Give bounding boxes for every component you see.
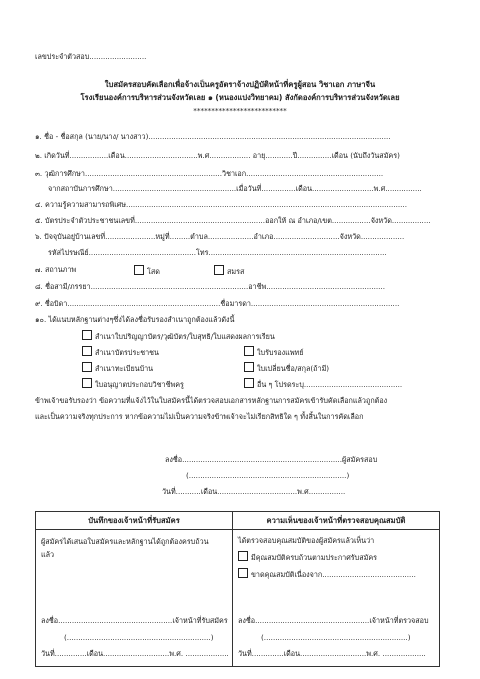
- attachment-other[interactable]: [244, 378, 402, 389]
- verifying-note: ได้ตรวจสอบคุณสมบัติของผู้สมัครแล้วเห็นว่า: [238, 536, 375, 545]
- attachment-label: อื่น ๆ โปรดระบุ...........................................: [257, 380, 403, 389]
- exam-id-field[interactable]: เลขประจำตัวสอบ.........................: [35, 52, 147, 61]
- receiving-note-line1: ผู้สมัครได้เสนอใบสมัครและหลักฐานได้ถูกต้องครบถ้วน: [41, 537, 209, 546]
- receiving-officer-signature[interactable]: ลงชื่อ..................................................เจ้าหน้าที่รับสมัคร: [41, 616, 228, 625]
- attachment-label: สำเนาบัตรประชาชน: [95, 348, 159, 357]
- checkbox-icon[interactable]: [82, 330, 92, 340]
- receiving-officer-box: [35, 511, 233, 667]
- field-postcode-phone[interactable]: รหัสไปรษณีย์...............................................โทร..............................................................................: [48, 248, 387, 257]
- checkbox-qualified[interactable]: [238, 551, 248, 561]
- checkbox-icon[interactable]: [244, 362, 254, 372]
- receiving-officer-date[interactable]: วันที่..............เดือน.............................พ.ศ. ...................: [41, 649, 229, 658]
- attachment-house-registration[interactable]: [82, 362, 153, 373]
- receiving-note-line2: แล้ว: [41, 550, 55, 559]
- attachment-degree[interactable]: [82, 330, 275, 341]
- verifying-officer-name[interactable]: (...............................................................): [261, 633, 411, 642]
- checkbox-icon[interactable]: [82, 378, 92, 388]
- attachment-medical-cert[interactable]: [244, 346, 304, 357]
- checkbox-unqualified[interactable]: [238, 568, 248, 578]
- receiving-officer-name[interactable]: (...............................................................): [64, 633, 214, 642]
- field-special-skills[interactable]: ๔. ความรู้ความสามารถพิเศษ...........................................................................................................................: [35, 200, 408, 209]
- field-fullname[interactable]: ๑. ชื่อ - ชื่อสกุล (นาย/นาง/ นางสาว)..........................................................................................................: [35, 132, 391, 141]
- field-spouse[interactable]: ๘. ชื่อสามี/ภรรยา.....................................................................อาชีพ....................................................: [35, 282, 386, 291]
- field-education[interactable]: ๓. วุฒิการศึกษา............................................................วิชาเอก............................................................: [35, 169, 384, 178]
- form-title-line2: โรงเรียนองค์การบริหารส่วนจังหวัดเลย ๑ (หนองแปงวิทยาคม) สังกัดองค์การบริหารส่วนจังหวัดเลย: [80, 93, 400, 102]
- attachment-label: สำเนาทะเบียนบ้าน: [95, 364, 154, 373]
- title-separator: **************************: [193, 106, 287, 115]
- attachment-label: ใบอนุญาตประกอบวิชาชีพครู: [95, 380, 184, 389]
- attachment-label: ใบเปลี่ยนชื่อ/สกุล(ถ้ามี): [257, 364, 330, 373]
- field-attachments-label: ๑๐. ได้แนบหลักฐานต่างๆซึ่งได้ลงชื่อรับรองสำเนาถูกต้องแล้วดังนี้: [35, 315, 235, 324]
- attachment-label: สำเนาใบปริญญาบัตร/วุฒิบัตร/ใบสุทธิ/ใบแสดงผลการเรียน: [95, 332, 275, 341]
- field-institution[interactable]: จากสถาบันการศึกษา......................................................เมื่อวันที่...............เดือน...........................พ.ศ................: [48, 184, 422, 193]
- field-parents[interactable]: ๙. ชื่อบิดา...................................................................ชื่อมารดา.................................................................: [35, 299, 400, 308]
- checkbox-icon[interactable]: [82, 362, 92, 372]
- attachment-name-change[interactable]: [244, 362, 329, 373]
- checkbox-icon[interactable]: [244, 378, 254, 388]
- attachment-teacher-license[interactable]: [82, 378, 184, 389]
- declaration-line2: และเป็นความจริงทุกประการ หากข้อความไม่เป็นความจริงข้าพเจ้าจะไม่เรียกสิทธิใด ๆ ทั้งสิ้นในการคัดเลือก: [35, 412, 364, 421]
- applicant-name-parens[interactable]: (.....................................................................): [186, 471, 350, 480]
- verifying-officer-date[interactable]: วันที่..............เดือน.............................พ.ศ. ...................: [238, 649, 426, 658]
- marital-single-option[interactable]: [134, 265, 160, 276]
- field-address[interactable]: ๖. ปัจจุบันอยู่บ้านเลขที่......................หมู่ที่.........ตำบล....................อำเภอ.............................จังหวัด...................: [35, 232, 405, 241]
- marital-married-option[interactable]: [214, 265, 244, 276]
- field-birthdate[interactable]: ๒. เกิดวันที่.................เดือน................................พ.ศ.................. อายุ............ปี...............เดือน (นับถึงวันสมัคร): [35, 151, 400, 160]
- checkbox-icon[interactable]: [82, 346, 92, 356]
- verifying-officer-header: ความเห็นของเจ้าหน้าที่ตรวจสอบคุณสมบัติ: [233, 512, 439, 530]
- unqualified-label: ขาดคุณสมบัติเนื่องจาก.........................................: [251, 570, 416, 579]
- qualified-option[interactable]: [238, 551, 377, 562]
- declaration-line1: ข้าพเจ้าขอรับรองว่า ข้อความที่แจ้งไว้ในใบสมัครนี้ได้ตรวจสอบเอกสารหลักฐานการสมัครเข้ารับคัดเลือกแล้วถูกต้อง: [35, 396, 388, 405]
- marital-single-label: โสด: [147, 267, 160, 276]
- verifying-officer-signature[interactable]: ลงชื่อ..................................................เจ้าหน้าที่ตรวจสอบ: [238, 616, 429, 625]
- checkbox-single[interactable]: [134, 265, 144, 275]
- applicant-sign-date[interactable]: วันที่...........เดือน...................................พ.ศ................: [162, 487, 346, 496]
- attachment-id-copy[interactable]: [82, 346, 159, 357]
- applicant-signature[interactable]: ลงชื่อ......................................................................ผู้สมัครสอบ: [165, 455, 378, 464]
- attachment-label: ใบรับรองแพทย์: [257, 348, 304, 357]
- checkbox-married[interactable]: [214, 265, 224, 275]
- unqualified-option[interactable]: [238, 568, 416, 579]
- field-id-card[interactable]: ๕. บัตรประจำตัวประชาชนเลขที่.........................................................ออกให้ ณ อำเภอ/เขต.................จังหวัด.................: [35, 216, 431, 225]
- field-marital-label: ๗. สถานภาพ: [35, 265, 77, 274]
- verifying-officer-box: [232, 511, 440, 667]
- marital-married-label: สมรส: [227, 267, 245, 276]
- form-title-line1: ใบสมัครสอบคัดเลือกเพื่อจ้างเป็นครูอัตราจ้างปฏิบัติหน้าที่ครูผู้สอน วิชาเอก ภาษาจีน: [104, 80, 376, 89]
- checkbox-icon[interactable]: [244, 346, 254, 356]
- receiving-officer-header: บันทึกของเจ้าหน้าที่รับสมัคร: [36, 512, 232, 530]
- qualified-label: มีคุณสมบัติครบถ้วนตามประกาศรับสมัคร: [251, 553, 377, 562]
